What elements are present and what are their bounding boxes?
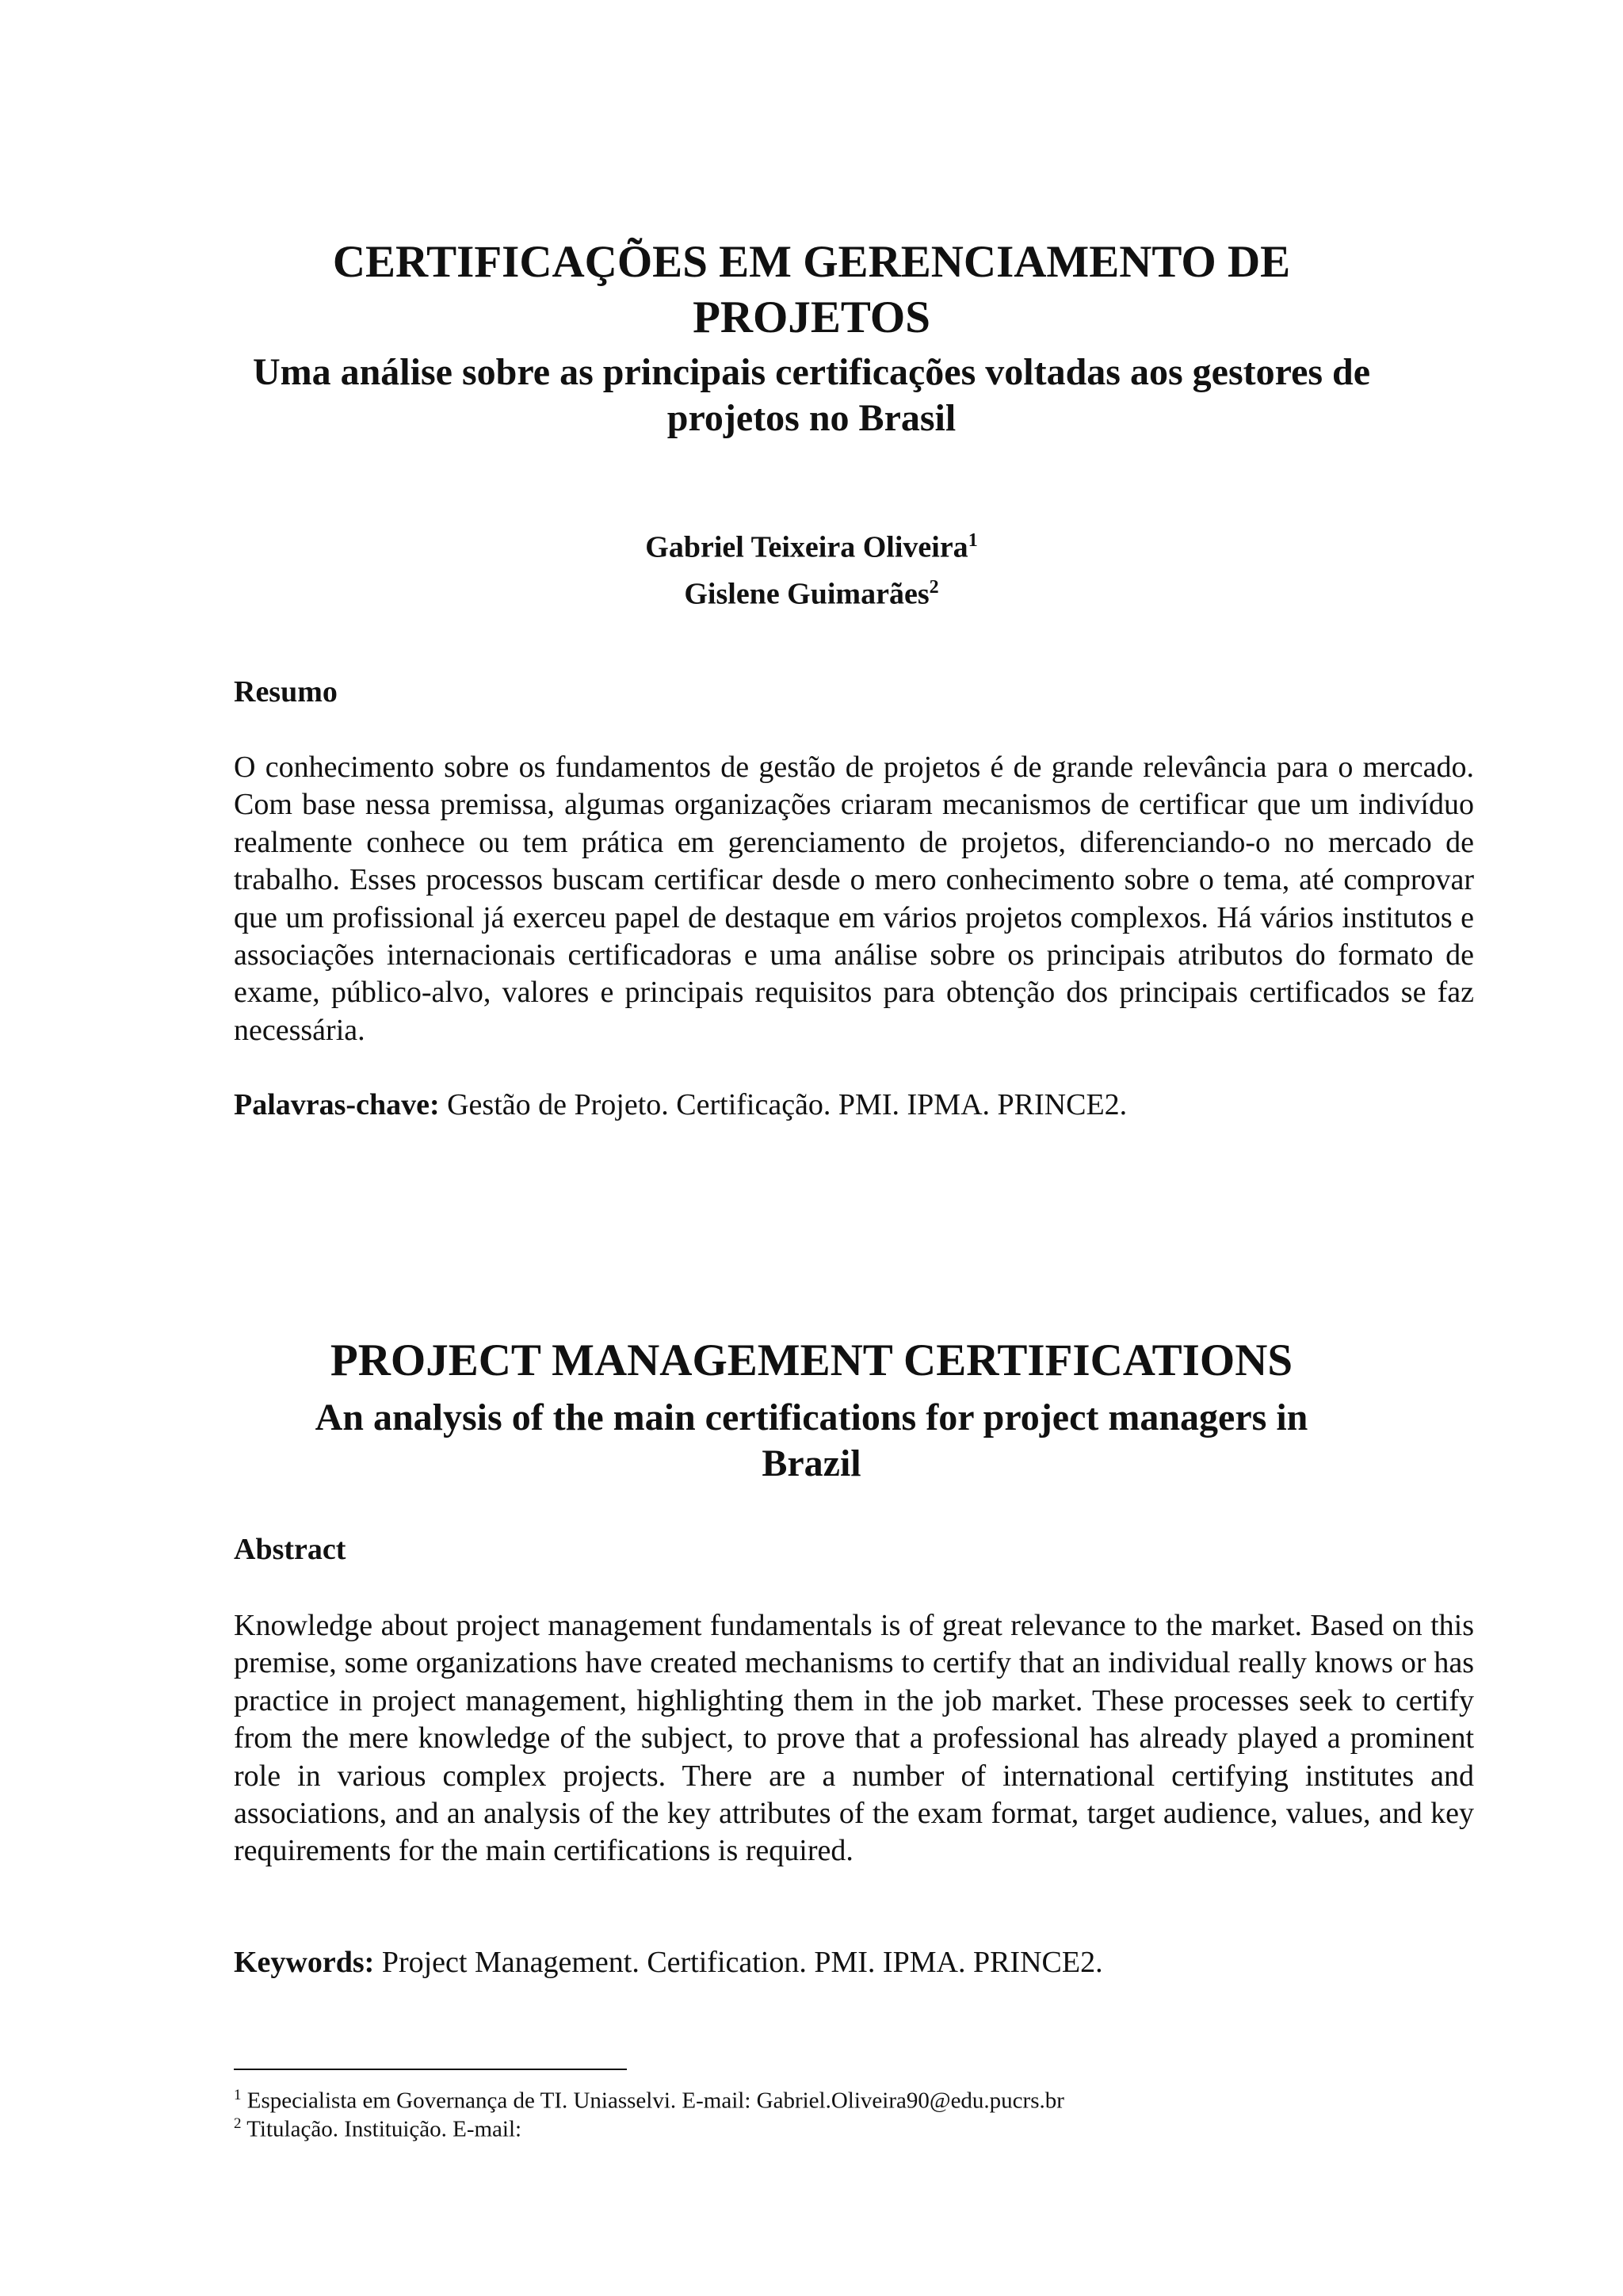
keywords-en-label: Keywords:	[234, 1946, 375, 1979]
footnote-1-mark: 1	[234, 2087, 242, 2103]
subtitle-en: An analysis of the main certifications for project managers in Brazil	[315, 1396, 1308, 1484]
abstract-text: Knowledge about project management fundamentals is of great relevance to the market. Based on this premise, some organizations have created mechanisms to certify that an individual really knows or has practice in project management, highlighting them in the job market. These processes seek to certify from the mere knowledge of the subject, to prove that a professional has already played a prominent role in various complex projects. There are a number of international certifying institutes and associations, and an analysis of the key attributes of the exam format, target audience, values, and key requirements for the main certifications is required.	[234, 1609, 1474, 1868]
summary-text: O conhecimento sobre os fundamentos de gestão de projetos é de grande relevância para o mercado. Com base nessa premissa, algumas organizações criaram mecanismos de certificar que um indivíduo realmente conhece ou tem prática em gerenciamento de projetos, diferenciando-o no mercado de trabalho. Esses processos buscam certificar desde o mero conhecimento sobre o tema, até comprovar que um profissional já exerceu papel de destaque em vários projetos complexos. Há vários institutos e associações internacionais certificadoras e uma análise sobre os principais atributos do formato de exame, público-alvo, valores e principais requisitos para obtenção dos principais certificados se faz necessária.	[234, 751, 1474, 1047]
abstract-heading: Abstract	[234, 1533, 346, 1566]
title-en: PROJECT MANAGEMENT CERTIFICATIONS	[330, 1335, 1293, 1385]
footnote-1-text: Especialista em Governança de TI. Uniasselvi. E-mail: Gabriel.Oliveira90@edu.pucrs.br	[246, 2088, 1064, 2114]
author-1-mark: 1	[968, 530, 978, 551]
keywords-en-values: Project Management. Certification. PMI. IPMA. PRINCE2.	[381, 1946, 1103, 1979]
author-2-name: Gislene Guimarães	[684, 577, 930, 611]
footnote-separator	[234, 2069, 627, 2070]
footnote-2-mark: 2	[234, 2115, 242, 2132]
footnote-2	[234, 2110, 521, 2144]
author-list	[230, 521, 1393, 613]
keywords-pt-label: Palavras-chave:	[234, 1088, 440, 1121]
keywords-pt-values: Gestão de Projeto. Certificação. PMI. IPMA. PRINCE2.	[447, 1088, 1128, 1121]
footnote-2-text: Titulação. Instituição. E-mail:	[246, 2116, 522, 2142]
author-2-mark: 2	[929, 576, 939, 598]
author-1	[230, 521, 1393, 567]
keywords-en	[234, 1945, 1103, 1980]
title-pt: CERTIFICAÇÕES EM GERENCIAMENTO DE PROJETOS	[332, 237, 1291, 342]
summary-heading: Resumo	[234, 675, 338, 709]
author-2	[230, 567, 1393, 614]
subtitle-pt: Uma análise sobre as principais certificações voltadas aos gestores de projetos no Brasil	[252, 351, 1371, 439]
author-1-name: Gabriel Teixeira Oliveira	[645, 530, 968, 564]
keywords-pt	[234, 1087, 1127, 1122]
